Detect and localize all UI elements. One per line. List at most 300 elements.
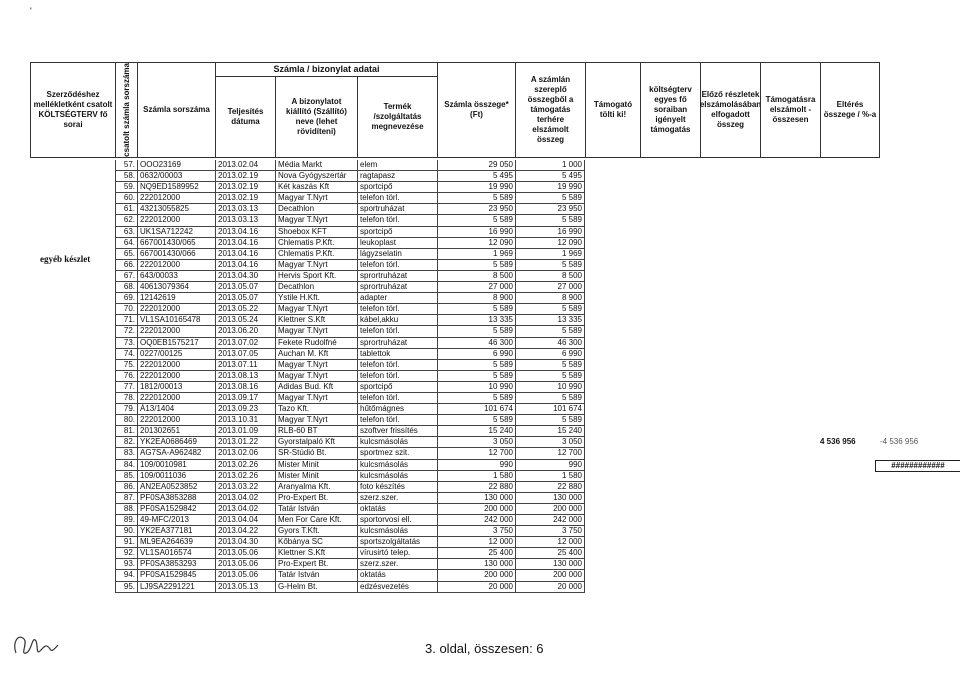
product-name: elem: [357, 160, 437, 170]
product-name: telefon törl.: [357, 393, 437, 403]
vendor-name: Tazo Kft.: [275, 404, 357, 414]
charged-amount: 13 335: [515, 315, 585, 325]
signature-icon: [10, 625, 60, 665]
row-number: 81.: [115, 426, 137, 436]
invoice-amount: 5 589: [437, 393, 515, 403]
completion-date: 2013.04.04: [215, 515, 275, 525]
invoice-number: 222012000: [137, 371, 215, 381]
vendor-name: SR-Stúdió Bt.: [275, 448, 357, 458]
charged-amount: 5 589: [515, 371, 585, 381]
completion-date: 2013.04.22: [215, 526, 275, 536]
table-row: [115, 338, 585, 349]
vendor-name: Men For Care Kft.: [275, 515, 357, 525]
header-to-fill: Támogató tölti ki!: [585, 62, 640, 158]
charged-amount: 130 000: [515, 559, 585, 569]
charged-amount: 25 400: [515, 548, 585, 558]
table-row: [115, 182, 585, 193]
product-name: oktatás: [357, 504, 437, 514]
product-name: kulcsmásolás: [357, 471, 437, 481]
table-row: [115, 371, 585, 382]
row-number: 61.: [115, 204, 137, 214]
product-name: sprortruházat: [357, 338, 437, 348]
row-number: 70.: [115, 304, 137, 314]
product-name: foto készítés: [357, 482, 437, 492]
charged-amount: 5 589: [515, 260, 585, 270]
invoice-amount: 5 589: [437, 215, 515, 225]
invoice-number: 109/0010981: [137, 460, 215, 470]
invoice-amount: 29 050: [437, 160, 515, 170]
completion-date: 2013.08.16: [215, 382, 275, 392]
row-number: 85.: [115, 471, 137, 481]
invoice-amount: 1 969: [437, 249, 515, 259]
product-name: telefon törl.: [357, 371, 437, 381]
vendor-name: Aranyalma Kft.: [275, 482, 357, 492]
charged-amount: 1 000: [515, 160, 585, 170]
header-row-no: csatolt számla sorszáma: [115, 62, 137, 158]
invoice-amount: 990: [437, 460, 515, 470]
product-name: telefon törl.: [357, 415, 437, 425]
table-row: [115, 559, 585, 570]
completion-date: 2013.04.30: [215, 271, 275, 281]
completion-date: 2013.09.17: [215, 393, 275, 403]
invoice-number: YK2EA0686469: [137, 437, 215, 447]
row-number: 93.: [115, 559, 137, 569]
completion-date: 2013.07.02: [215, 338, 275, 348]
table-row: [115, 238, 585, 249]
charged-amount: 5 589: [515, 393, 585, 403]
header-diff: Eltérés összege / %-a: [820, 62, 880, 158]
product-name: sprortruházat: [357, 271, 437, 281]
charged-amount: 1 580: [515, 471, 585, 481]
product-name: oktatás: [357, 570, 437, 580]
row-number: 86.: [115, 482, 137, 492]
charged-amount: 990: [515, 460, 585, 470]
table-row: [115, 548, 585, 559]
row-number: 77.: [115, 382, 137, 392]
row-number: 74.: [115, 349, 137, 359]
charged-amount: 15 240: [515, 426, 585, 436]
product-name: telefon törl.: [357, 260, 437, 270]
table-row: [115, 204, 585, 215]
completion-date: 2013.05.07: [215, 282, 275, 292]
completion-date: 2013.04.16: [215, 260, 275, 270]
invoice-amount: 3 750: [437, 526, 515, 536]
charged-amount: 242 000: [515, 515, 585, 525]
invoice-number: 222012000: [137, 360, 215, 370]
invoice-number: 222012000: [137, 193, 215, 203]
charged-amount: 8 500: [515, 271, 585, 281]
table-row: [115, 304, 585, 315]
invoice-amount: 5 589: [437, 371, 515, 381]
row-number: 60.: [115, 193, 137, 203]
completion-date: 2013.06.20: [215, 326, 275, 336]
vendor-name: Nova Gyógyszertár: [275, 171, 357, 181]
row-number: 65.: [115, 249, 137, 259]
product-name: sportcipő: [357, 227, 437, 237]
vendor-name: Hervis Sport Kft.: [275, 271, 357, 281]
completion-date: 2013.02.26: [215, 460, 275, 470]
table-row: [115, 282, 585, 293]
invoice-amount: 5 589: [437, 326, 515, 336]
completion-date: 2013.02.06: [215, 448, 275, 458]
row-number: 62.: [115, 215, 137, 225]
table-row: [115, 260, 585, 271]
table-row: [115, 249, 585, 260]
charged-amount: 27 000: [515, 282, 585, 292]
charged-amount: 12 700: [515, 448, 585, 458]
vendor-name: Mister Minit: [275, 460, 357, 470]
vendor-name: Shoebox KFT: [275, 227, 357, 237]
table-row: [115, 537, 585, 548]
invoice-amount: 12 000: [437, 537, 515, 547]
completion-date: 2013.05.06: [215, 559, 275, 569]
invoice-amount: 130 000: [437, 493, 515, 503]
completion-date: 2013.08.13: [215, 371, 275, 381]
row-number: 91.: [115, 537, 137, 547]
vendor-name: Magyar T.Nyrt: [275, 371, 357, 381]
vendor-name: Magyar T.Nyrt: [275, 260, 357, 270]
row-number: 87.: [115, 493, 137, 503]
overflow-cell: ############: [875, 460, 960, 472]
invoice-number: PF0SA1529842: [137, 504, 215, 514]
charged-amount: 130 000: [515, 493, 585, 503]
invoice-amount: 10 990: [437, 382, 515, 392]
table-row: [115, 482, 585, 493]
table-row: [115, 404, 585, 415]
product-name: telefon törl.: [357, 193, 437, 203]
invoice-number: PF0SA3853293: [137, 559, 215, 569]
row-number: 69.: [115, 293, 137, 303]
table-row: [115, 393, 585, 404]
charged-amount: 5 589: [515, 360, 585, 370]
product-name: telefon törl.: [357, 326, 437, 336]
invoice-number: 222012000: [137, 415, 215, 425]
charged-amount: 12 000: [515, 537, 585, 547]
charged-amount: 5 495: [515, 171, 585, 181]
group-label: egyéb készlet: [40, 254, 91, 264]
table-row: [115, 227, 585, 238]
invoice-amount: 12 090: [437, 238, 515, 248]
row-number: 80.: [115, 415, 137, 425]
product-name: sportszolgáltatás: [357, 537, 437, 547]
invoice-number: NQ9ED1589952: [137, 182, 215, 192]
product-name: sportcipő: [357, 382, 437, 392]
invoice-amount: 22 880: [437, 482, 515, 492]
invoice-amount: 200 000: [437, 504, 515, 514]
vendor-name: Chlematis P.Kft.: [275, 238, 357, 248]
invoice-number: 222012000: [137, 326, 215, 336]
header-issuer: A bizonylatot kiállító (Szállító) neve (lehet rövidíteni): [275, 76, 357, 158]
vendor-name: Gyors T.Kft.: [275, 526, 357, 536]
charged-amount: 101 674: [515, 404, 585, 414]
product-name: sportcipő: [357, 182, 437, 192]
completion-date: 2013.01.09: [215, 426, 275, 436]
completion-date: 2013.05.13: [215, 582, 275, 592]
table-row: [115, 437, 585, 448]
completion-date: 2013.02.19: [215, 182, 275, 192]
invoice-number: VL1SA10165478: [137, 315, 215, 325]
invoice-number: 222012000: [137, 393, 215, 403]
row-number: 90.: [115, 526, 137, 536]
row-number: 83.: [115, 448, 137, 458]
completion-date: 2013.03.13: [215, 204, 275, 214]
header-invoice-no: Számla sorszáma: [137, 62, 215, 158]
completion-date: 2013.04.16: [215, 227, 275, 237]
charged-amount: 46 300: [515, 338, 585, 348]
header-grant: Támogatásra elszámolt - összesen: [760, 62, 820, 158]
header-charged: A számlán szereplő összegből a támogatás terhére elszámolt összeg: [515, 62, 585, 158]
row-number: 82.: [115, 437, 137, 447]
vendor-name: Kőbánya SC: [275, 537, 357, 547]
invoice-amount: 20 000: [437, 582, 515, 592]
charged-amount: 8 900: [515, 293, 585, 303]
charged-amount: 5 589: [515, 193, 585, 203]
vendor-name: Adidas Bud. Kft: [275, 382, 357, 392]
invoice-amount: 25 400: [437, 548, 515, 558]
header-completion: Teljesítés dátuma: [215, 76, 275, 158]
product-name: sportorvosi ell.: [357, 515, 437, 525]
product-name: hűtőmágnes: [357, 404, 437, 414]
invoice-number: 109/0011036: [137, 471, 215, 481]
product-name: kulcsmásolás: [357, 526, 437, 536]
vendor-name: Magyar T.Nyrt: [275, 304, 357, 314]
product-name: edzésvezetés: [357, 582, 437, 592]
completion-date: 2013.05.06: [215, 548, 275, 558]
invoice-number: 43213055825: [137, 204, 215, 214]
invoice-number: 222012000: [137, 304, 215, 314]
vendor-name: Tatár István: [275, 504, 357, 514]
invoice-number: YK2EA377181: [137, 526, 215, 536]
invoice-amount: 15 240: [437, 426, 515, 436]
invoice-amount: 8 500: [437, 271, 515, 281]
product-name: telefon törl.: [357, 304, 437, 314]
vendor-name: Magyar T.Nyrt: [275, 215, 357, 225]
invoice-number: AN2EA0523852: [137, 482, 215, 492]
invoice-amount: 101 674: [437, 404, 515, 414]
product-name: leukoplast: [357, 238, 437, 248]
invoice-amount: 5 589: [437, 360, 515, 370]
header-contract: Szerződéshez mellékletként csatolt KÖLTSÉGTERV fő sorai: [30, 62, 115, 158]
invoice-number: VL1SA016574: [137, 548, 215, 558]
completion-date: 2013.03.22: [215, 482, 275, 492]
invoice-number: 0227/00125: [137, 349, 215, 359]
product-name: szerz.szer.: [357, 493, 437, 503]
table-row: [115, 460, 585, 471]
grant-total: 4 536 956: [820, 437, 856, 446]
table-row: [115, 293, 585, 304]
completion-date: 2013.02.26: [215, 471, 275, 481]
row-number: 73.: [115, 338, 137, 348]
charged-amount: 1 969: [515, 249, 585, 259]
completion-date: 2013.04.16: [215, 249, 275, 259]
invoice-number: 0632/00003: [137, 171, 215, 181]
invoice-number: 222012000: [137, 260, 215, 270]
product-name: kulcsmásolás: [357, 437, 437, 447]
table-row: [115, 526, 585, 537]
invoice-amount: 242 000: [437, 515, 515, 525]
row-number: 84.: [115, 460, 137, 470]
vendor-name: Klettner S.Kft: [275, 548, 357, 558]
row-number: 94.: [115, 570, 137, 580]
table-row: [115, 271, 585, 282]
invoice-number: 49-MFC/2013: [137, 515, 215, 525]
row-number: 72.: [115, 326, 137, 336]
product-name: lágyzselatin: [357, 249, 437, 259]
corner-mark: ': [30, 6, 32, 16]
completion-date: 2013.01.22: [215, 437, 275, 447]
completion-date: 2013.04.30: [215, 537, 275, 547]
row-number: 79.: [115, 404, 137, 414]
completion-date: 2013.05.22: [215, 304, 275, 314]
product-name: sportmez szit.: [357, 448, 437, 458]
row-number: 67.: [115, 271, 137, 281]
invoice-number: Á13/1404: [137, 404, 215, 414]
vendor-name: Gyorstalpaló Kft: [275, 437, 357, 447]
product-name: kulcsmásolás: [357, 460, 437, 470]
table-row: [115, 360, 585, 371]
invoice-amount: 5 589: [437, 415, 515, 425]
header-prev: Előző részletek elszámolásában elfogadott összeg: [700, 62, 760, 158]
product-name: ragtapasz: [357, 171, 437, 181]
vendor-name: Média Markt: [275, 160, 357, 170]
completion-date: 2013.07.05: [215, 349, 275, 359]
completion-date: 2013.10.31: [215, 415, 275, 425]
row-number: 59.: [115, 182, 137, 192]
table-row: [115, 426, 585, 437]
completion-date: 2013.07.11: [215, 360, 275, 370]
invoice-number: ML9EA264639: [137, 537, 215, 547]
row-number: 57.: [115, 160, 137, 170]
table-row: [115, 415, 585, 426]
completion-date: 2013.05.06: [215, 570, 275, 580]
invoice-amount: 5 589: [437, 193, 515, 203]
charged-amount: 200 000: [515, 570, 585, 580]
invoice-amount: 1 580: [437, 471, 515, 481]
product-name: szoftver frissítés: [357, 426, 437, 436]
vendor-name: Két kaszás Kft: [275, 182, 357, 192]
vendor-name: Magyar T.Nyrt: [275, 393, 357, 403]
product-name: szerz.szer.: [357, 559, 437, 569]
product-name: sportruházat: [357, 204, 437, 214]
charged-amount: 5 589: [515, 215, 585, 225]
completion-date: 2013.02.19: [215, 171, 275, 181]
table-row: [115, 193, 585, 204]
invoice-number: 222012000: [137, 215, 215, 225]
vendor-name: Magyar T.Nyrt: [275, 326, 357, 336]
row-number: 95.: [115, 582, 137, 592]
product-name: kábel,akku: [357, 315, 437, 325]
invoice-amount: 12 700: [437, 448, 515, 458]
charged-amount: 5 589: [515, 326, 585, 336]
table-row: [115, 471, 585, 482]
invoice-amount: 3 050: [437, 437, 515, 447]
invoice-number: LJ9SA2291221: [137, 582, 215, 592]
table-row: [115, 504, 585, 515]
vendor-name: Mister Minit: [275, 471, 357, 481]
row-number: 78.: [115, 393, 137, 403]
completion-date: 2013.04.02: [215, 504, 275, 514]
completion-date: 2013.05.24: [215, 315, 275, 325]
vendor-name: Magyar T.Nyrt: [275, 415, 357, 425]
charged-amount: 12 090: [515, 238, 585, 248]
table-row: [115, 315, 585, 326]
product-name: vírusirtó telep.: [357, 548, 437, 558]
row-number: 58.: [115, 171, 137, 181]
charged-amount: 6 990: [515, 349, 585, 359]
diff-total: -4 536 956: [880, 437, 919, 446]
invoice-number: OOO23169: [137, 160, 215, 170]
charged-amount: 22 880: [515, 482, 585, 492]
row-number: 68.: [115, 282, 137, 292]
charged-amount: 200 000: [515, 504, 585, 514]
completion-date: 2013.04.02: [215, 493, 275, 503]
table-row: [115, 448, 585, 459]
vendor-name: Decathlon: [275, 282, 357, 292]
header-group-title: Számla / bizonylat adatai: [215, 62, 437, 76]
invoice-amount: 130 000: [437, 559, 515, 569]
invoice-number: 201302651: [137, 426, 215, 436]
row-number: 66.: [115, 260, 137, 270]
header-budget: költségterv egyes fő soraiban igényelt támogatás: [640, 62, 700, 158]
invoice-amount: 200 000: [437, 570, 515, 580]
invoice-number: AG7SA-A962482: [137, 448, 215, 458]
vendor-name: G-Helm Bt.: [275, 582, 357, 592]
row-number: 71.: [115, 315, 137, 325]
row-number: 76.: [115, 371, 137, 381]
charged-amount: 3 750: [515, 526, 585, 536]
header-amount: Számla összege* (Ft): [437, 62, 515, 158]
invoice-number: 12142619: [137, 293, 215, 303]
invoice-amount: 5 589: [437, 304, 515, 314]
vendor-name: Fekete Rudolfné: [275, 338, 357, 348]
completion-date: 2013.02.19: [215, 193, 275, 203]
row-number: 75.: [115, 360, 137, 370]
vendor-name: Chlematis P.Kft.: [275, 249, 357, 259]
invoice-amount: 23 950: [437, 204, 515, 214]
vendor-name: Tatár István: [275, 570, 357, 580]
table-row: [115, 570, 585, 581]
completion-date: 2013.05.07: [215, 293, 275, 303]
charged-amount: 23 950: [515, 204, 585, 214]
row-number: 89.: [115, 515, 137, 525]
vendor-name: Ystile H.Kft.: [275, 293, 357, 303]
charged-amount: 10 990: [515, 382, 585, 392]
invoice-number: 40613079364: [137, 282, 215, 292]
charged-amount: 19 990: [515, 182, 585, 192]
invoice-number: PF0SA3853288: [137, 493, 215, 503]
table-row: [115, 171, 585, 182]
vendor-name: Magyar T.Nyrt: [275, 360, 357, 370]
header-product: Termék /szolgáltatás megnevezése: [357, 76, 437, 158]
product-name: sprortruházat: [357, 282, 437, 292]
invoice-amount: 27 000: [437, 282, 515, 292]
invoice-amount: 8 900: [437, 293, 515, 303]
product-name: telefon törl.: [357, 360, 437, 370]
charged-amount: 20 000: [515, 582, 585, 592]
vendor-name: RLB-60 BT: [275, 426, 357, 436]
table-row: [115, 160, 585, 171]
invoice-amount: 5 495: [437, 171, 515, 181]
charged-amount: 5 589: [515, 415, 585, 425]
invoice-number: OQ0EB1575217: [137, 338, 215, 348]
row-number: 92.: [115, 548, 137, 558]
invoice-amount: 13 335: [437, 315, 515, 325]
invoice-amount: 5 589: [437, 260, 515, 270]
vendor-name: Decathlon: [275, 204, 357, 214]
table-row: [115, 215, 585, 226]
invoice-number: 1812/00013: [137, 382, 215, 392]
invoice-amount: 46 300: [437, 338, 515, 348]
